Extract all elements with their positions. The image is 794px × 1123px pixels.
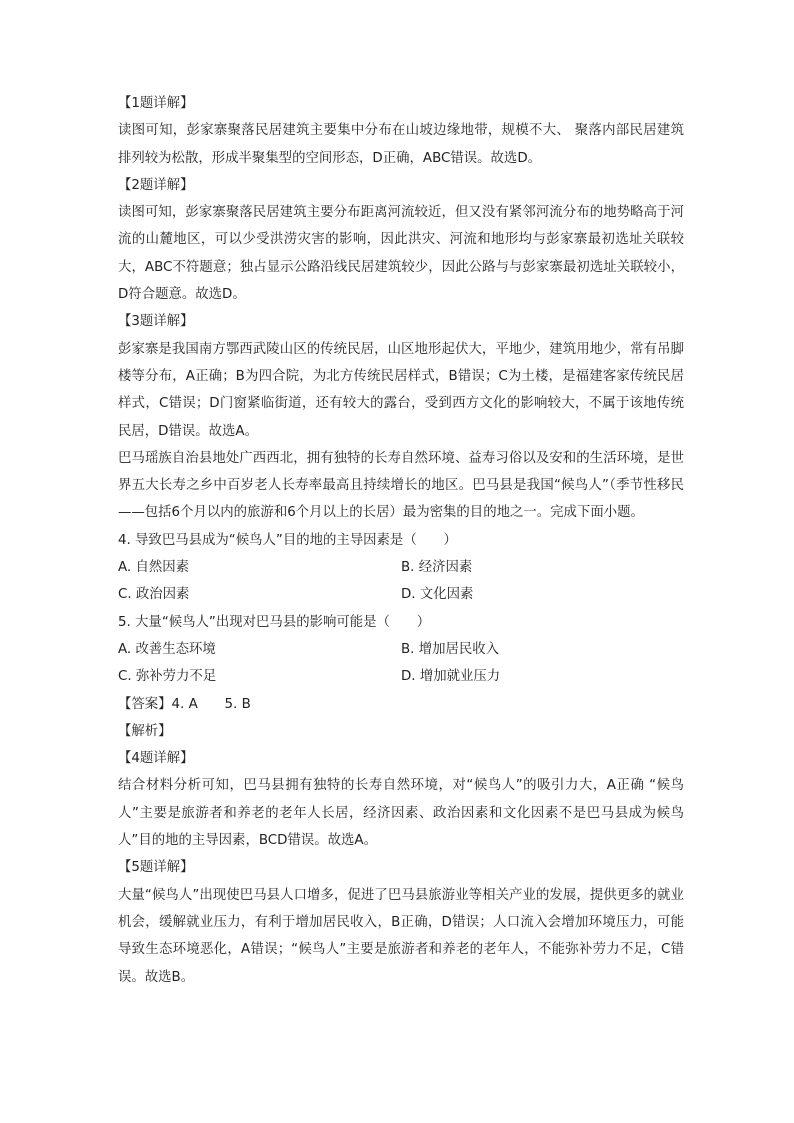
q4-explanation-heading: 【4题详解】 <box>118 751 194 767</box>
answer-line: 【答案】4. A 5. B <box>118 696 251 712</box>
q5-stem: 5. 大量“候鸟人”出现对巴马县的影响可能是（ ） <box>118 614 431 630</box>
material-paragraph: 巴马瑶族自治县地处广西西北，拥有独特的长寿自然环境、益寿习俗以及安和的生活环境，是世界五大长寿之乡中百岁老人长寿率最高且持续增长的地区。巴马县是我国“候鸟人”（季节性移民——包括6个月以内的旅游和6个月以上的长居）最为密集的目的地之一。完成下面小题。 <box>118 450 684 521</box>
q5-option-c: C. 弥补劳力不足 <box>118 669 217 685</box>
q4-options-row-1 <box>118 554 684 581</box>
q3-explanation-heading: 【3题详解】 <box>118 314 194 330</box>
q5-option-b: B. 增加居民收入 <box>401 641 500 657</box>
document-content <box>118 90 684 991</box>
q2-explanation-heading: 【2题详解】 <box>118 177 194 193</box>
analysis-label: 【解析】 <box>118 723 172 739</box>
q4-option-b: B. 经济因素 <box>401 560 473 576</box>
q2-explanation-body: 读图可知，彭家寨聚落民居建筑主要分布距离河流较近，但又没有紧邻河流分布的地势略高于河流的山麓地区，可以少受洪涝灾害的影响，因此洪灾、河流和地形均与彭家寨最初选址关联较大，ABC不符题意；独占显示公路沿线民居建筑较少，因此公路与与彭家寨最初选址关联较小，D符合题意。故选D。 <box>118 205 684 303</box>
q4-stem: 4. 导致巴马县成为“候鸟人”目的地的主导因素是（ ） <box>118 532 457 548</box>
q4-option-c: C. 政治因素 <box>118 587 190 603</box>
q1-explanation-heading: 【1题详解】 <box>118 96 194 111</box>
q5-explanation-heading: 【5题详解】 <box>118 860 194 876</box>
q4-option-d: D. 文化因素 <box>401 587 474 603</box>
q5-option-d: D. 增加就业压力 <box>401 669 501 685</box>
q5-options-row-2 <box>118 663 684 690</box>
q1-explanation-body: 读图可知，彭家寨聚落民居建筑主要集中分布在山坡边缘地带，规模不大、 聚落内部民居建筑排列较为松散，形成半聚集型的空间形态，D正确，ABC错误。故选D。 <box>118 123 684 166</box>
q5-option-a: A. 改善生态环境 <box>118 641 216 657</box>
q5-options-row-1 <box>118 636 684 663</box>
q4-explanation-body: 结合材料分析可知，巴马县拥有独特的长寿自然环境，对“候鸟人”的吸引力大，A正确 “候鸟人”主要是旅游者和养老的老年人长居，经济因素、政治因素和文化因素不是巴马县成为候鸟人”目的地的主导因素，BCD错误。故选A。 <box>118 778 684 849</box>
q3-explanation-body: 彭家寨是我国南方鄂西武陵山区的传统民居，山区地形起伏大，平地少，建筑用地少，常有吊脚楼等分布，A正确；B为四合院，为北方传统民居样式，B错误；C为土楼，是福建客家传统民居样式，C错误；D门窗紧临街道，还有较大的露台，受到西方文化的影响较大，不属于该地传统民居，D错误。故选A。 <box>118 341 684 439</box>
q5-explanation-body: 大量“候鸟人”出现使巴马县人口增多，促进了巴马县旅游业等相关产业的发展，提供更多的就业机会，缓解就业压力，有利于增加居民收入，B正确，D错误；人口流入会增加环境压力，可能导致生态环境恶化，A错误；“候鸟人”主要是旅游者和养老的老年人，不能弥补劳力不足，C错误。故选B。 <box>118 887 684 985</box>
q4-option-a: A. 自然因素 <box>118 560 189 576</box>
q4-options-row-2 <box>118 581 684 608</box>
